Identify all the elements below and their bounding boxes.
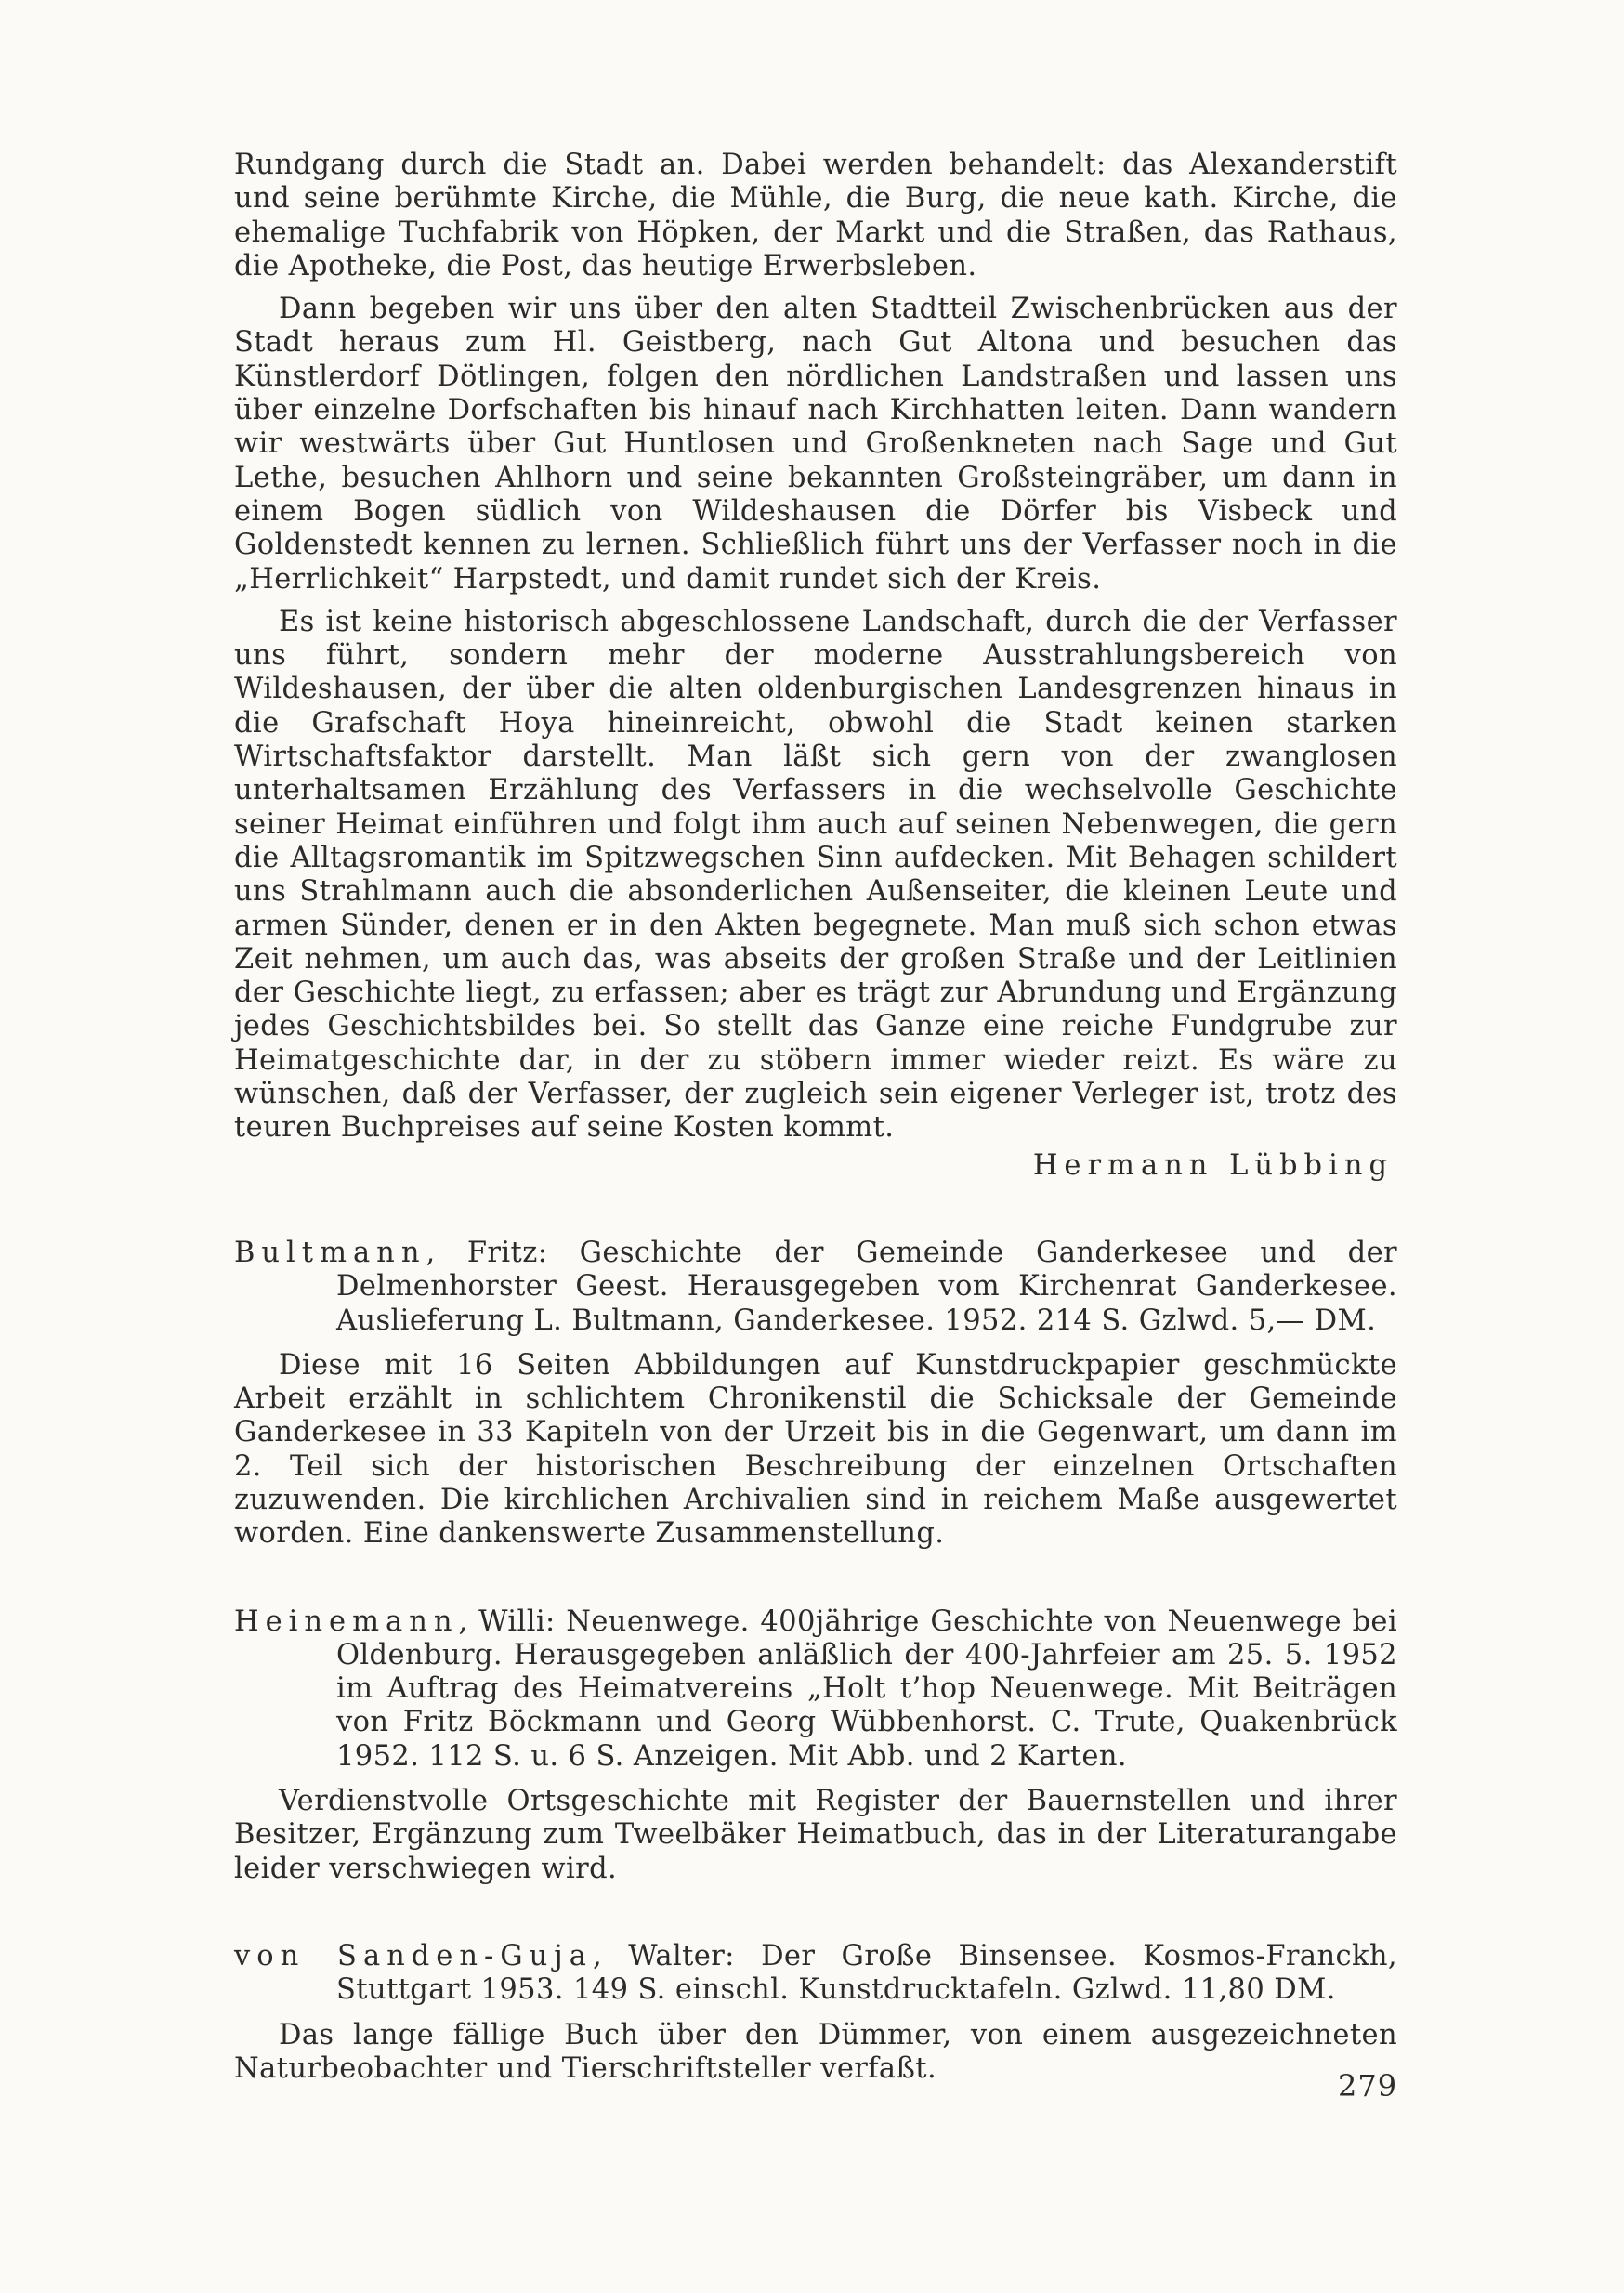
entry-author: von Sanden-Guja [234, 1939, 593, 1972]
document-page [234, 139, 1397, 2086]
bibliography-entry [234, 1605, 1397, 1886]
review-paragraph: Dann begeben wir uns über den alten Stadtteil Zwischenbrücken aus der Stadt heraus zum Hl. Geistberg, nach Gut Altona und besuchen das Künstlerdorf Dötlingen, folgen den nördlichen Landstraßen und lassen uns über einzelne Dorfschaften bis hinauf nach Kirchhatten leiten. Dann wandern wir westwärts über Gut Huntlosen und Großenkneten nach Sage und Gut Lethe, besuchen Ahlhorn und seine bekannten Großsteingräber, um dann in einem Bogen südlich von Wildeshausen die Dörfer bis Visbeck und Goldenstedt kennen zu lernen. Schließlich führt uns der Verfasser noch in die „Herrlichkeit“ Harpstedt, und damit rundet sich der Kreis. [234, 293, 1397, 596]
entry-citation [234, 1605, 1397, 1774]
entry-citation [234, 1940, 1397, 2008]
entry-citation-text: , Walter: Der Große Binsensee. Kosmos-Franckh, Stuttgart 1953. 149 S. einschl. Kunstdrucktafeln. Gzlwd. 11,80 DM. [336, 1939, 1398, 2007]
entry-citation [234, 1237, 1397, 1338]
entry-review: Diese mit 16 Seiten Abbildungen auf Kunstdruckpapier geschmückte Arbeit erzählt in schlichtem Chronikenstil die Schicksale der Gemeinde Ganderkesee in 33 Kapiteln von der Urzeit bis in die Gegenwart, um dann im 2. Teil sich der historischen Beschreibung der einzelnen Ortschaften zuzuwenden. Die kirchlichen Archivalien sind in reichem Maße ausgewertet worden. Eine dankenswerte Zusammenstellung. [234, 1348, 1397, 1551]
entry-review: Verdienstvolle Ortsgeschichte mit Register der Bauernstellen und ihrer Besitzer, Ergänzung zum Tweelbäker Heimatbuch, das in der Literaturangabe leider verschwiegen wird. [234, 1785, 1397, 1885]
entry-author: Bultmann [234, 1236, 426, 1269]
bibliography-entry [234, 1237, 1397, 1552]
reviewer-signature: Hermann Lübbing [1032, 1148, 1394, 1182]
entry-review: Das lange fällige Buch über den Dümmer, von einem ausgezeichneten Naturbeobachter und Tierschriftsteller verfaßt. [234, 2018, 1397, 2085]
bibliography-entry [234, 1940, 1397, 2086]
entry-citation-text: , Fritz: Geschichte der Gemeinde Ganderkesee und der Delmenhorster Geest. Herausgegeben vom Kirchenrat Ganderkesee. Auslieferung L. Bultmann, Ganderkesee. 1952. 214 S. Gzlwd. 5,— DM. [336, 1236, 1397, 1337]
entry-author: Heinemann [234, 1605, 459, 1638]
page-number: 279 [1338, 2068, 1398, 2103]
review-paragraph: Rundgang durch die Stadt an. Dabei werden behandelt: das Alexanderstift und seine berühmte Kirche, die Mühle, die Burg, die neue kath. Kirche, die ehemalige Tuchfabrik von Höpken, der Markt und die Straßen, das Rathaus, die Apotheke, die Post, das heutige Erwerbsleben. [234, 149, 1397, 282]
entry-citation-text: , Willi: Neuenwege. 400jährige Geschichte von Neuenwege bei Oldenburg. Herausgegeben anläßlich der 400-Jahrfeier am 25. 5. 1952 im Auftrag des Heimatvereins „Holt t’hop Neuenwege. Mit Beiträgen von Fritz Böckmann und Georg Wübbenhorst. C. Trute, Quakenbrück 1952. 112 S. u. 6 S. Anzeigen. Mit Abb. und 2 Karten. [336, 1605, 1397, 1773]
review-paragraph: Es ist keine historisch abgeschlossene Landschaft, durch die der Verfasser uns führt, sondern mehr der moderne Ausstrahlungsbereich von Wildeshausen, der über die alten oldenburgischen Landesgrenzen hinaus in die Grafschaft Hoya hineinreicht, obwohl die Stadt keinen starken Wirtschaftsfaktor darstellt. Man läßt sich gern von der zwanglosen unterhaltsamen Erzählung des Verfassers in die wechselvolle Geschichte seiner Heimat einführen und folgt ihm auch auf seinen Nebenwegen, die gern die Alltagsromantik im Spitzwegschen Sinn aufdecken. Mit Behagen schildert uns Strahlmann auch die absonderlichen Außenseiter, die kleinen Leute und armen Sünder, denen er in den Akten begegnete. Man muß sich schon etwas Zeit nehmen, um auch das, was abseits der großen Straße und der Leitlinien der Geschichte liegt, zu erfassen; aber es trägt zur Abrundung und Ergänzung jedes Geschichtsbildes bei. So stellt das Ganze eine reiche Fundgrube zur Heimatgeschichte dar, in der zu stöbern immer wieder reizt. Es wäre zu wünschen, daß der Verfasser, der zugleich sein eigener Verleger ist, trotz des teuren Buchpreises auf seine Kosten kommt. [234, 605, 1397, 1145]
